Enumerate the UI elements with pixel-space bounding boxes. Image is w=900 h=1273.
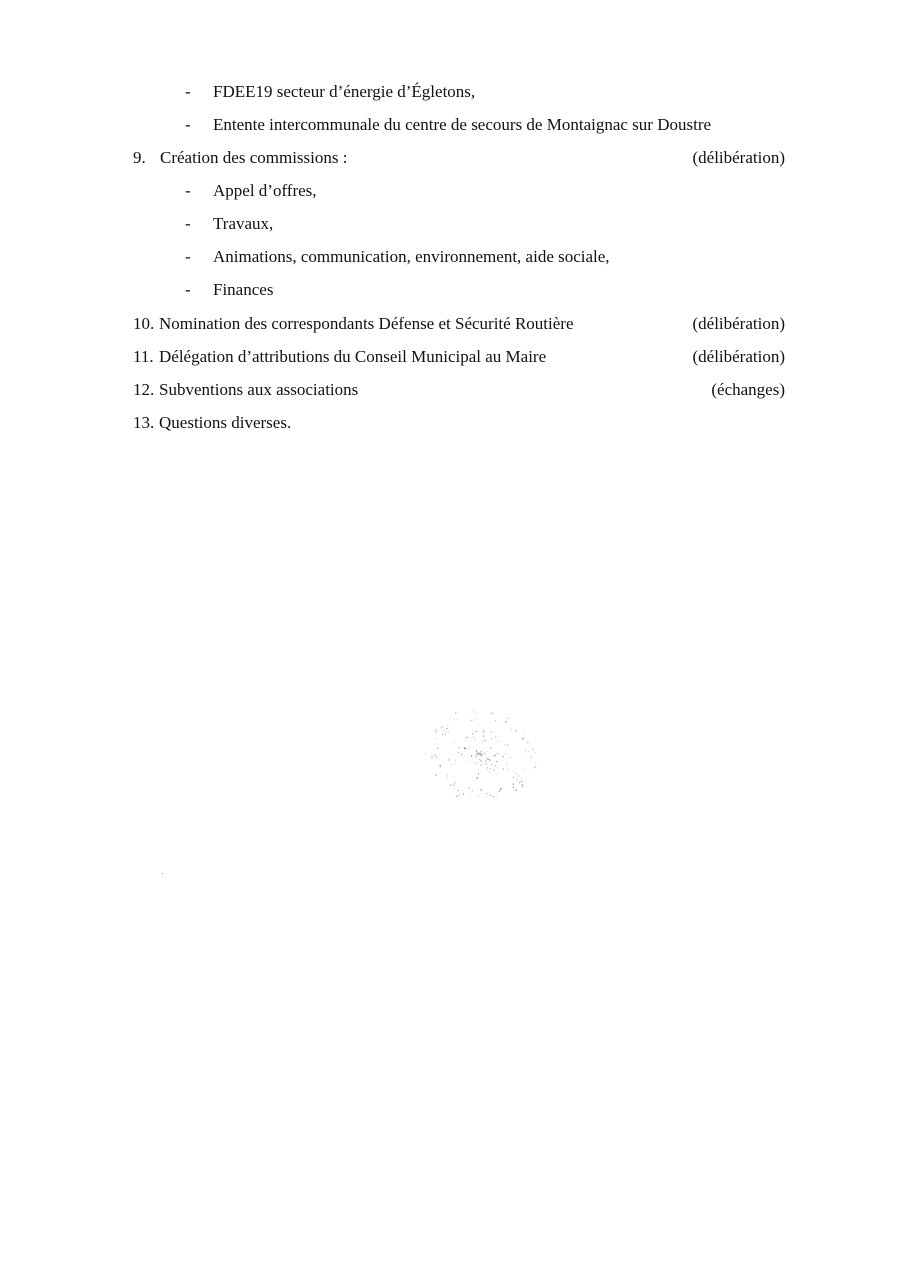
stamp-speck <box>474 710 475 711</box>
stamp-speck <box>471 755 472 757</box>
stamp-speck <box>456 718 458 719</box>
stamp-speck <box>503 756 504 757</box>
stamp-speck <box>448 731 449 732</box>
stamp-speck <box>481 755 483 757</box>
stamp-speck <box>534 752 535 753</box>
item-tag: (délibération) <box>692 148 785 167</box>
stamp-speck <box>476 763 477 765</box>
stamp-speck <box>508 718 509 720</box>
stamp-speck <box>531 756 532 758</box>
stamp-speck <box>492 738 493 740</box>
subitem-animations: Animations, communication, environnement, aide sociale, <box>213 247 610 266</box>
stamp-speck <box>490 768 491 769</box>
item-number: 11. <box>133 347 154 366</box>
stamp-speck <box>432 755 433 756</box>
stamp-speck <box>478 752 480 753</box>
stamp-speck <box>447 725 448 726</box>
subitem-entente: Entente intercommunale du centre de secours de Montaignac sur Doustre <box>213 115 712 134</box>
stamp-speck <box>488 755 489 756</box>
stamp-speck <box>511 728 512 730</box>
stamp-speck <box>495 736 496 737</box>
list-item <box>0 244 900 270</box>
stamp-speck <box>449 759 450 760</box>
item-text: Création des commissions : <box>160 148 348 167</box>
stamp-speck <box>491 731 492 732</box>
bullet-dash: - <box>185 280 191 299</box>
stamp-speck <box>505 721 506 723</box>
stamp-speck <box>504 744 505 745</box>
bullet-dash: - <box>185 115 191 134</box>
bullet-dash: - <box>185 181 191 200</box>
stamp-speck <box>518 775 519 776</box>
agenda-item-13 <box>0 410 900 436</box>
stamp-speck <box>497 768 498 769</box>
stamp-speck <box>458 752 459 753</box>
item-number: 10. <box>133 314 155 333</box>
stamp-speck <box>524 770 525 771</box>
stamp-speck <box>482 741 483 742</box>
stamp-speck <box>515 790 517 791</box>
stamp-speck <box>471 720 473 721</box>
stamp-speck <box>495 755 496 757</box>
stamp-speck <box>519 782 520 783</box>
stamp-speck <box>490 760 491 762</box>
stamp-speck <box>495 720 496 721</box>
stamp-speck <box>522 738 524 739</box>
stamp-speck <box>458 795 459 796</box>
agenda-item-11 <box>0 344 900 370</box>
stamp-speck <box>474 763 475 764</box>
stamp-speck <box>521 781 522 782</box>
stamp-speck <box>503 768 504 770</box>
stamp-speck <box>472 791 473 792</box>
stamp-speck <box>476 731 477 732</box>
stamp-speck <box>479 759 480 760</box>
page-speck <box>162 873 163 874</box>
stamp-speck <box>515 773 517 774</box>
stamp-speck <box>486 763 488 765</box>
stamp-speck <box>451 765 452 766</box>
stamp-speck <box>493 796 495 797</box>
stamp-speck <box>477 753 479 755</box>
item-number: 9. <box>133 148 146 167</box>
stamp-speck <box>442 726 443 728</box>
stamp-speck <box>450 785 451 786</box>
stamp-speck <box>489 759 490 760</box>
subitem-fdee19: FDEE19 secteur d’énergie d’Égletons, <box>213 82 476 101</box>
stamp-speck <box>445 734 446 736</box>
item-text: Subventions aux associations <box>159 380 359 399</box>
stamp-speck <box>486 760 487 761</box>
stamp-speck <box>456 795 458 796</box>
stamp-speck <box>474 762 475 763</box>
stamp-speck <box>484 753 486 754</box>
stamp-speck <box>496 797 498 798</box>
stamp-speck <box>459 747 460 749</box>
stamp-speck <box>463 793 464 794</box>
stamp-speck <box>468 787 469 789</box>
stamp-speck <box>526 758 527 759</box>
item-tag: (échanges) <box>711 380 785 399</box>
stamp-speck <box>440 765 441 766</box>
stamp-speck <box>494 755 495 757</box>
faded-seal-stamp-icon <box>418 700 543 808</box>
stamp-speck <box>492 712 493 714</box>
list-item <box>0 277 900 303</box>
stamp-speck <box>483 732 484 733</box>
stamp-speck <box>477 713 478 714</box>
bullet-dash: - <box>185 247 191 266</box>
stamp-speck <box>446 777 448 778</box>
stamp-speck <box>490 747 492 748</box>
stamp-speck <box>453 788 454 789</box>
list-item <box>0 112 900 138</box>
stamp-speck <box>480 751 482 752</box>
stamp-speck <box>478 754 479 755</box>
item-text: Questions diverses. <box>159 413 292 432</box>
stamp-speck <box>517 780 518 781</box>
stamp-speck <box>469 761 470 762</box>
stamp-speck <box>535 765 536 766</box>
stamp-speck <box>476 777 478 779</box>
stamp-speck <box>481 754 483 755</box>
stamp-speck <box>513 783 514 785</box>
stamp-speck <box>496 761 497 762</box>
stamp-speck <box>481 791 482 792</box>
agenda-item-10 <box>0 311 900 337</box>
stamp-speck <box>525 751 526 752</box>
item-number: 13. <box>133 413 155 432</box>
stamp-speck <box>458 790 460 791</box>
stamp-speck <box>490 713 491 715</box>
stamp-speck <box>434 755 435 756</box>
stamp-speck <box>472 733 473 735</box>
agenda-item-9 <box>0 145 900 171</box>
list-item <box>0 79 900 105</box>
stamp-speck <box>513 787 514 788</box>
stamp-speck <box>478 795 480 796</box>
stamp-speck <box>534 767 536 768</box>
item-text: Nomination des correspondants Défense et Sécurité Routière <box>159 314 574 333</box>
item-text: Délégation d’attributions du Conseil Municipal au Maire <box>159 347 547 366</box>
stamp-speck <box>454 782 455 784</box>
stamp-speck <box>454 785 455 787</box>
stamp-speck <box>425 753 426 754</box>
stamp-speck <box>476 751 477 753</box>
stamp-speck <box>475 718 476 719</box>
subitem-finances: Finances <box>213 280 274 299</box>
stamp-speck <box>440 766 441 767</box>
stamp-speck <box>500 788 502 790</box>
stamp-speck <box>532 748 533 750</box>
stamp-speck <box>483 730 484 731</box>
stamp-speck <box>498 741 499 742</box>
stamp-speck <box>506 764 507 766</box>
stamp-speck <box>529 751 530 752</box>
stamp-speck <box>487 751 488 752</box>
stamp-speck <box>436 738 437 739</box>
stamp-speck <box>515 730 516 732</box>
stamp-speck <box>468 748 469 750</box>
stamp-speck <box>486 758 487 759</box>
stamp-speck <box>455 760 456 762</box>
stamp-speck <box>435 755 436 756</box>
stamp-speck <box>528 742 529 744</box>
stamp-speck <box>507 769 508 770</box>
stamp-speck <box>449 718 450 719</box>
stamp-speck <box>481 789 482 791</box>
bullet-dash: - <box>185 82 191 101</box>
stamp-speck <box>484 740 485 742</box>
stamp-speck <box>499 790 500 792</box>
list-item <box>0 178 900 204</box>
stamp-speck <box>481 764 482 765</box>
stamp-speck <box>435 775 436 776</box>
stamp-speck <box>487 767 488 769</box>
stamp-speck <box>491 764 492 765</box>
stamp-speck <box>465 748 466 750</box>
stamp-speck <box>475 755 477 757</box>
stamp-speck <box>481 765 482 766</box>
stamp-speck <box>473 736 474 737</box>
stamp-speck <box>474 739 476 740</box>
agenda-item-12 <box>0 377 900 403</box>
stamp-speck <box>470 798 471 799</box>
stamp-speck <box>522 784 524 785</box>
item-tag: (délibération) <box>692 314 785 333</box>
stamp-speck <box>481 761 482 762</box>
stamp-speck <box>490 795 491 797</box>
stamp-speck <box>495 765 496 766</box>
stamp-speck <box>436 757 437 758</box>
stamp-speck <box>493 770 495 771</box>
stamp-speck <box>431 757 432 759</box>
stamp-speck <box>442 734 443 735</box>
item-tag: (délibération) <box>692 347 785 366</box>
stamp-speck <box>513 777 514 779</box>
stamp-speck <box>454 764 455 765</box>
list-item <box>0 211 900 237</box>
stamp-speck <box>436 730 437 732</box>
stamp-speck <box>524 730 525 731</box>
stamp-speck <box>497 753 498 754</box>
stamp-speck <box>487 758 488 760</box>
stamp-speck <box>507 745 508 746</box>
stamp-speck <box>483 754 484 755</box>
stamp-speck <box>455 712 456 713</box>
stamp-speck <box>451 724 452 725</box>
stamp-speck <box>445 730 446 731</box>
stamp-speck <box>489 772 490 773</box>
stamp-speck <box>505 753 507 754</box>
stamp-speck <box>478 773 479 775</box>
stamp-speck <box>467 737 468 738</box>
stamp-speck <box>458 797 459 798</box>
bullet-dash: - <box>185 214 191 233</box>
stamp-speck <box>513 776 514 777</box>
stamp-speck <box>461 754 463 756</box>
stamp-speck <box>522 786 523 787</box>
stamp-speck <box>486 793 487 794</box>
stamp-speck <box>446 728 448 729</box>
stamp-speck <box>447 775 448 776</box>
subitem-travaux: Travaux, <box>213 214 274 233</box>
stamp-speck <box>481 752 482 753</box>
stamp-speck <box>510 757 511 758</box>
item-number: 12. <box>133 380 155 399</box>
stamp-speck <box>454 742 455 743</box>
stamp-speck <box>484 761 485 762</box>
stamp-speck <box>437 748 438 749</box>
stamp-speck <box>435 732 436 733</box>
subitem-appel-offres: Appel d’offres, <box>213 181 317 200</box>
stamp-speck <box>483 735 485 736</box>
stamp-speck <box>485 754 486 755</box>
